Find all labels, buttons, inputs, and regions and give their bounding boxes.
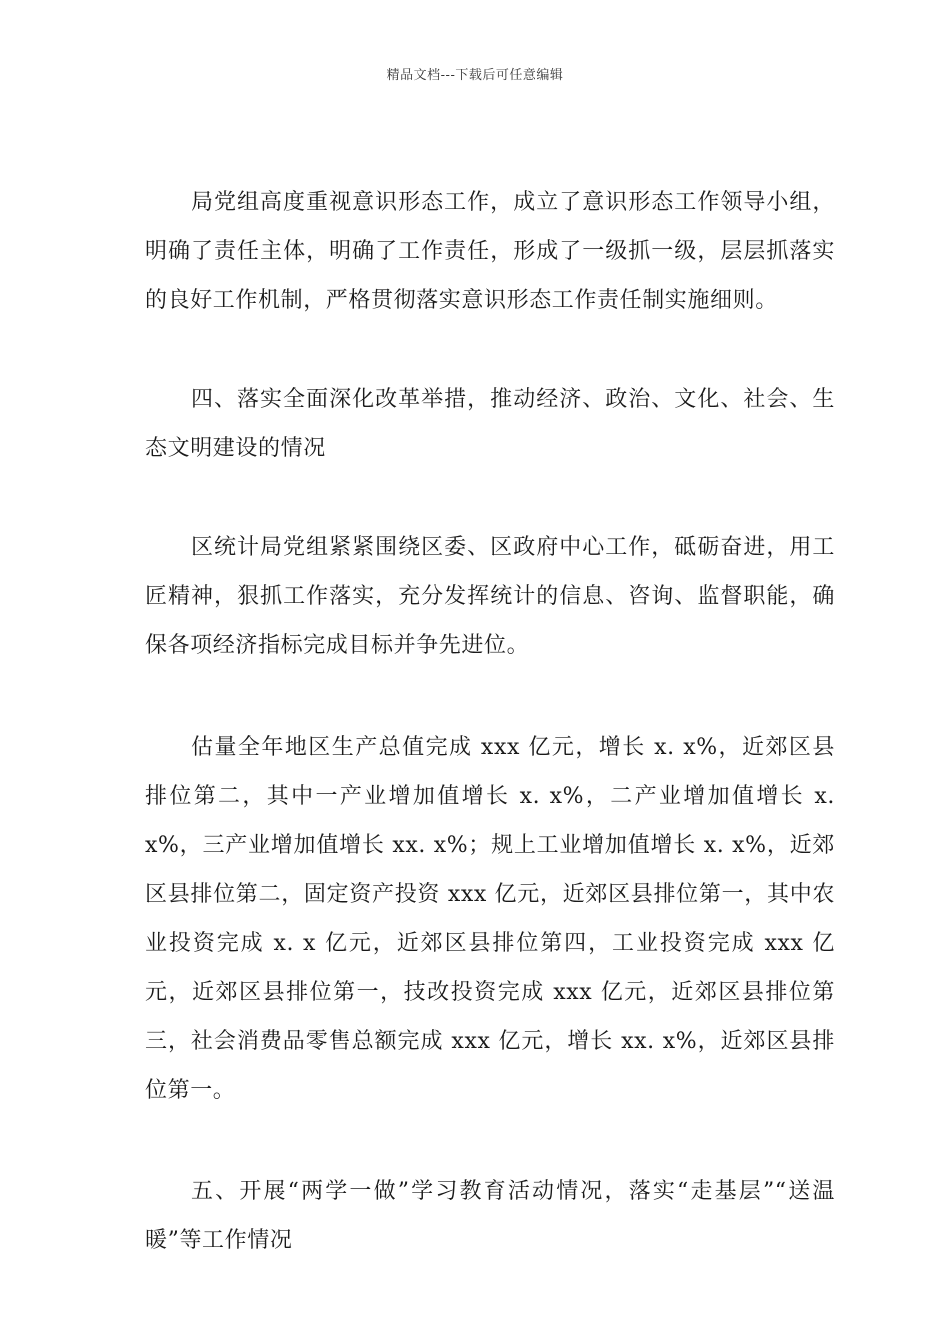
header-note: 精品文档---下载后可任意编辑 [386,68,564,83]
paragraph-economic-figures: 估量全年地区生产总值完成 xxx 亿元，增长 x. x%，近郊区县排位第二，其中一产业增加值增长 x. x%，二产业增加值增长 x. x%，三产业增加值增长 xx. x%；规上工业增加值增长 x. x%，近郊区县排位第二，固定资产投资 xxx 亿元，近郊区县排位第一，其中农业投资完成 x. x 亿元，近郊区县排位第四，工业投资完成 xxx 亿元，近郊区县排位第一，技改投资完成 xxx 亿元，近郊区县排位第三，社会消费品零售总额完成 xxx 亿元，增长 xx. x%，近郊区县排位第一。 [145,735,835,1103]
section-heading-five: 五、开展“两学一做”学习教育活动情况，落实“走基层”“送温暖”等工作情况 [145,1179,835,1253]
paragraph-ideology-work: 局党组高度重视意识形态工作，成立了意识形态工作领导小组，明确了责任主体，明确了工作责任，形成了一级抓一级，层层抓落实的良好工作机制，严格贯彻落实意识形态工作责任制实施细则。 [145,190,835,313]
section-heading-four: 四、落实全面深化改革举措，推动经济、政治、文化、社会、生态文明建设的情况 [145,387,835,461]
paragraph-statistics-bureau: 区统计局党组紧紧围绕区委、区政府中心工作，砥砺奋进，用工匠精神，狠抓工作落实，充分发挥统计的信息、咨询、监督职能，确保各项经济指标完成目标并争先进位。 [145,535,835,658]
document-body [145,178,835,1265]
